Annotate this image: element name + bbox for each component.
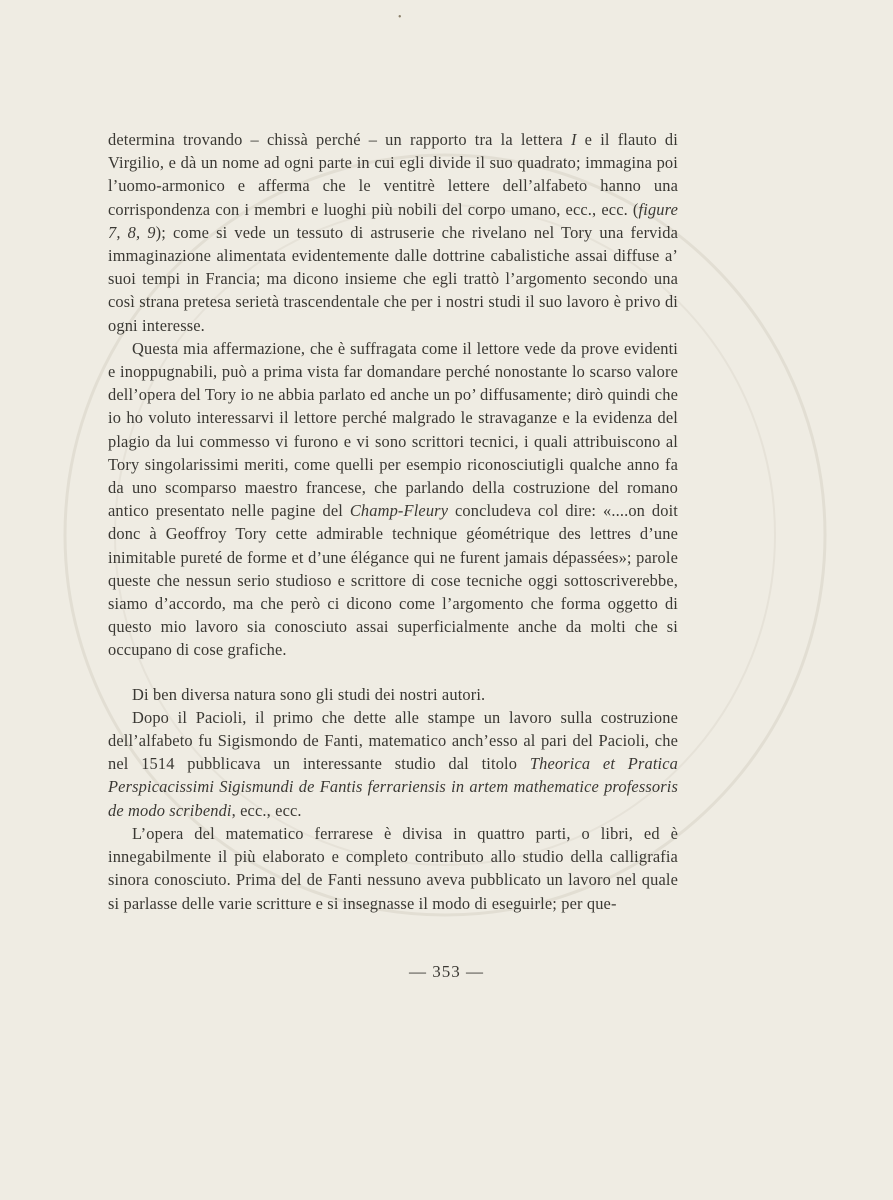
italic-text: figure 7, 8, 9 <box>108 199 678 242</box>
paragraph-p4 <box>108 706 678 822</box>
text-run: ); come si vede un tessuto di astruserie che rivelano nel Tory una fervida immaginazione alimentata evidentemente dalle dottrine cabalistiche assai diffuse a’ suoi tempi in Francia; ma dicono insieme che egli trattò l’argomento secondo una così strana pretesa serietà trascendentale che per i nostri studi il suo lavoro è privo di ogni interesse. <box>108 222 679 335</box>
paragraph-p5 <box>108 822 678 915</box>
text-run: , ecc., ecc. <box>231 800 302 820</box>
text-run: concludeva col dire: «....on doit donc à Geoffroy Tory cette admirable technique géométrique des lettres d’une inimitable pureté de forme et d’une élégance qui ne furent jamais dépassées»; parole queste che nessun serio studioso e scrittore di cose tecniche oggi sottoscriverebbe, siamo d’accordo, ma che però ci dicono come l’argomento che forma oggetto di questo mio lavoro sia conosciuto assai superficialmente anche da molti che si occupano di cose grafiche. <box>108 501 678 660</box>
italic-text: Theorica et Pratica Perspicacissimi Sigismundi de Fantis ferrariensis in artem mathematice professoris de modo scribendi <box>108 754 678 820</box>
text-run: determina trovando – chissà perché – un rapporto tra la lettera <box>108 130 571 149</box>
text-run: Di ben diversa natura sono gli studi dei nostri autori. <box>132 684 486 704</box>
ink-mark: • <box>398 12 402 23</box>
italic-text: I <box>570 130 577 149</box>
paragraph-p3 <box>108 683 678 706</box>
text-run: L’opera del matematico ferrarese è divisa in quattro parti, o libri, ed è innegabilmente il più elaborato e completo contributo allo studio della calligrafia sinora conosciuto. Prima del de Fanti nessuno aveva pubblicato un lavoro nel quale si parlasse delle varie scritture e si insegnasse il modo di eseguirle; per que- <box>108 823 678 913</box>
text-run: Questa mia affermazione, che è suffragata come il lettore vede da prove evidenti e inoppugnabili, può a prima vista far domandare perché nonostante lo scarso valore dell’opera del Tory io ne abbia parlato ed anche un po’ diffusamente; dirò quindi che io ho voluto interessarvi il lettore perché malgrado le stravaganze e la evidenza del plagio da lui commesso vi furono e vi sono scrittori tecnici, i quali attribuiscono al Tory singolarissimi meriti, come quelli per esempio riconosciutigli qualche anno fa da uno scomparso maestro francese, che parlando della costruzione del romano antico presentato nelle pagine del <box>108 338 678 521</box>
page-number: — 353 — <box>409 962 484 981</box>
italic-text: Champ-Fleury <box>349 501 449 521</box>
body-text <box>108 128 678 915</box>
paragraph-p1 <box>108 128 678 337</box>
paragraph-p2 <box>108 337 678 662</box>
text-run: e il flauto di Virgilio, e dà un nome ad ogni parte in cui egli divide il suo quadrato; immagina poi l’uomo-armonico e afferma che le ventitrè lettere dell’alfabeto hanno una corrispondenza con i membri e luoghi più nobili del corpo umano, ecc., ecc. ( <box>108 130 678 219</box>
text-run: Dopo il Pacioli, il primo che dette alle stampe un lavoro sulla costruzione dell’alfabeto fu Sigismondo de Fanti, matematico anch’esso al pari del Pacioli, che nel 1514 pubblicava un interessante studio dal titolo <box>108 707 678 774</box>
